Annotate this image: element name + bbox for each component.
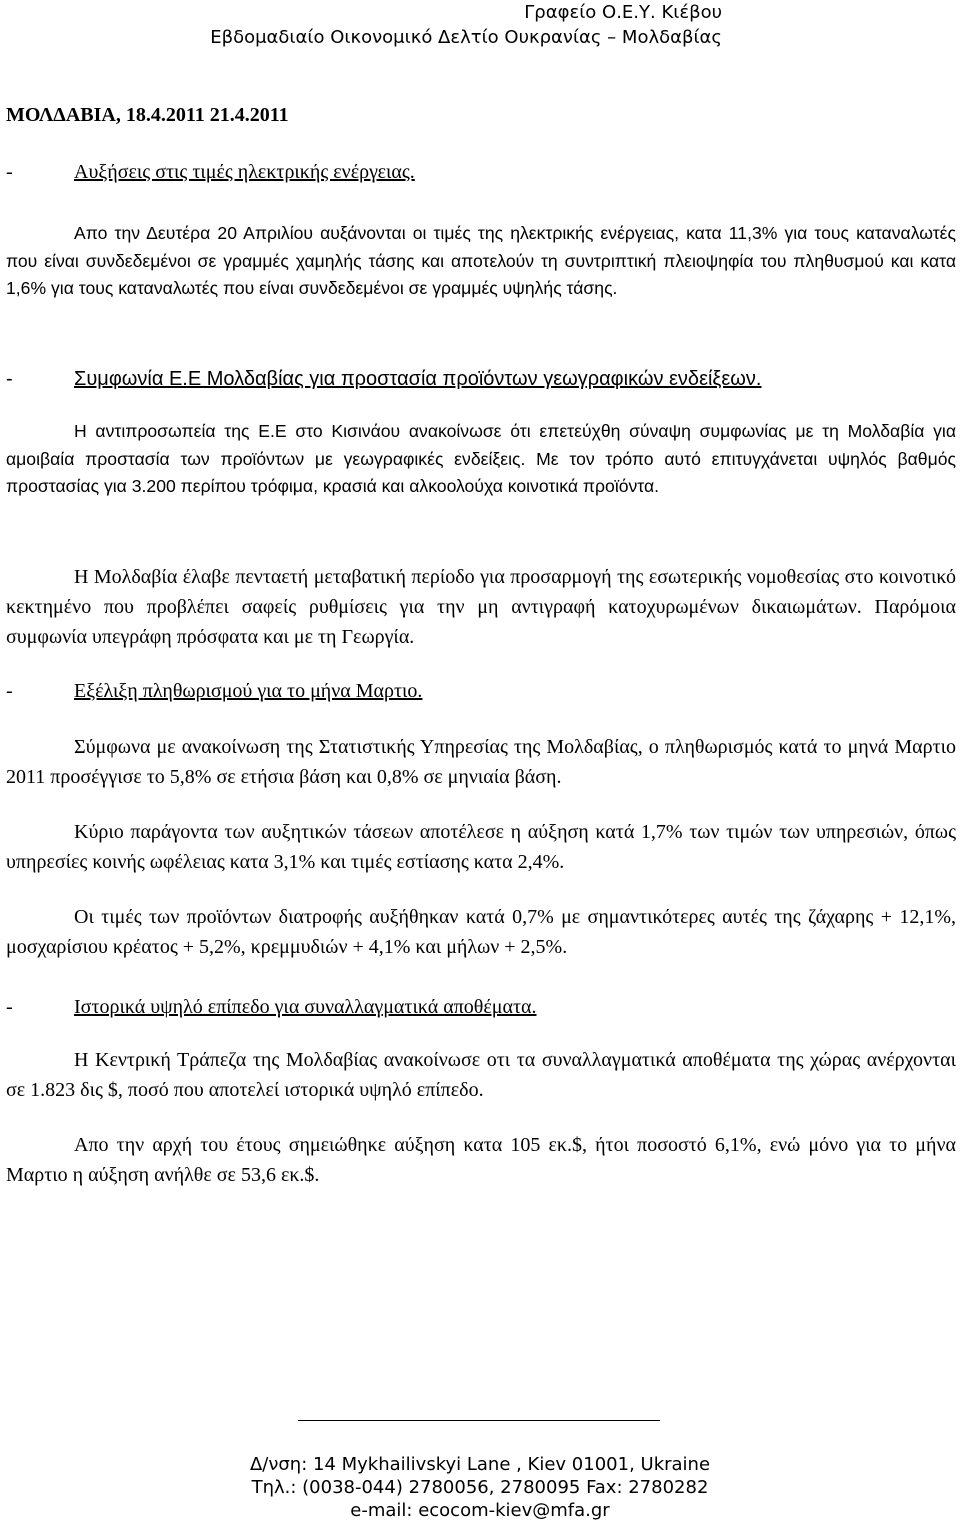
paragraph-text: Οι τιμές των προϊόντων διατροφής αυξήθηκαν κατά 0,7% με σημαντικότερες αυτές της ζάχαρης + 12,1%, μοσχαρίσιου κρέατος + 5,2%, κρεμμυδιών + 4,1% και μήλων + 2,5%. — [6, 906, 956, 958]
paragraph-text: Απο την αρχή του έτους σημειώθηκε αύξηση κατα 105 εκ.$, ήτοι ποσοστό 6,1%, ενώ μόνο για το μήνα Μαρτιο η αύξηση ανήλθε σε 53,6 εκ.$. — [6, 1134, 956, 1186]
header-bulletin: Εβδομαδιαίο Οικονομικό Δελτίο Ουκρανίας – Μολδαβίας — [210, 27, 722, 48]
paragraph — [6, 418, 956, 501]
bullet-dash: - — [6, 996, 13, 1018]
paragraph — [6, 817, 956, 877]
section-heading-text: Συμφωνία Ε.Ε Μολδαβίας για προστασία προϊόντων γεωγραφικών ενδείξεων. — [74, 368, 762, 390]
footer-address: Δ/νση: 14 Mykhailivskyi Lane , Kiev 01001, Ukraine — [249, 1454, 711, 1475]
bullet-dash: - — [6, 680, 13, 702]
section-heading-text: Αυξήσεις στις τιμές ηλεκτρικής ενέργειας. — [74, 161, 415, 183]
footer-email[interactable]: e-mail: ecocom-kiev@mfa.gr — [350, 1500, 610, 1521]
bullet-dash: - — [6, 368, 13, 390]
section-heading-text: Ιστορικά υψηλό επίπεδο για συναλλαγματικά αποθέματα. — [74, 996, 537, 1018]
section-heading-electricity — [6, 160, 956, 184]
report-title: ΜΟΛΔΑΒΙΑ, 18.4.2011 21.4.2011 — [6, 104, 289, 126]
paragraph-text: Η Μολδαβία έλαβε πενταετή μεταβατική περίοδο για προσαρμογή της εσωτερικής νομοθεσίας στο κοινοτικό κεκτημένο που προβλέπει σαφείς ρυθμίσεις για την μη αντιγραφή κατοχυρωμένων δικαιωμάτων. Παρόμοια συμφωνία υπεγράφη πρόσφατα και με τη Γεωργία. — [6, 566, 956, 648]
paragraph — [6, 902, 956, 962]
paragraph — [6, 562, 956, 652]
paragraph — [6, 1045, 956, 1105]
paragraph — [6, 220, 956, 303]
paragraph-text: Κύριο παράγοντα των αυξητικών τάσεων αποτέλεσε η αύξηση κατά 1,7% των τιμών των υπηρεσιών, όπως υπηρεσίες κοινής ωφέλειας κατα 3,1% και τιμές εστίασης κατα 2,4%. — [6, 821, 956, 873]
section-heading-inflation — [6, 679, 956, 703]
footer-phones: Τηλ.: (0038-044) 2780056, 2780095 Fax: 2780282 — [251, 1477, 709, 1498]
paragraph-text: Η Κεντρική Τράπεζα της Μολδαβίας ανακοίνωσε οτι τα συναλλαγματικά αποθέματα της χώρας ανέρχονται σε 1.823 δις $, ποσό που αποτελεί ιστορικά υψηλό επίπεδο. — [6, 1049, 956, 1101]
paragraph-text: Σύμφωνα με ανακοίνωση της Στατιστικής Υπηρεσίας της Μολδαβίας, ο πληθωρισμός κατά το μηνά Μαρτιο 2011 προσέγγισε το 5,8% σε ετήσια βάση και 0,8% σε μηνιαία βάση. — [6, 736, 956, 788]
paragraph-text: Η αντιπροσωπεία της Ε.Ε στο Κισινάου ανακοίνωσε ότι επετεύχθη σύναψη συμφωνίας με τη Μολδαβία για αμοιβαία προστασία των προϊόντων με γεωγραφικές ενδείξεις. Με τον τρόπο αυτό επιτυγχάνεται υψηλός βαθμός προστασίας για 3.200 περίπου τρόφιμα, κρασιά και αλκοολούχα κοινοτικά προϊόντα. — [6, 421, 956, 496]
section-heading-text: Εξέλιξη πληθωρισμού για το μήνα Μαρτιο. — [74, 680, 423, 702]
paragraph — [6, 732, 956, 792]
section-heading-eu-agreement — [6, 367, 956, 391]
paragraph-text: Απο την Δευτέρα 20 Απριλίου αυξάνονται οι τιμές της ηλεκτρικής ενέργειας, κατα 11,3% για τους καταναλωτές που είναι συνδεδεμένοι σε γραμμές χαμηλής τάσης και αποτελούν τη συντριπτική πλειοψηφία του πληθυσμού και κατα 1,6% για τους καταναλωτές που είναι συνδεδεμένοι σε γραμμές υψηλής τάσης. — [6, 223, 956, 298]
paragraph — [6, 1130, 956, 1190]
header-office: Γραφείο Ο.Ε.Υ. Κιέβου — [524, 2, 722, 23]
bullet-dash: - — [6, 161, 13, 183]
footer-divider — [298, 1420, 660, 1421]
section-heading-reserves — [6, 995, 956, 1019]
